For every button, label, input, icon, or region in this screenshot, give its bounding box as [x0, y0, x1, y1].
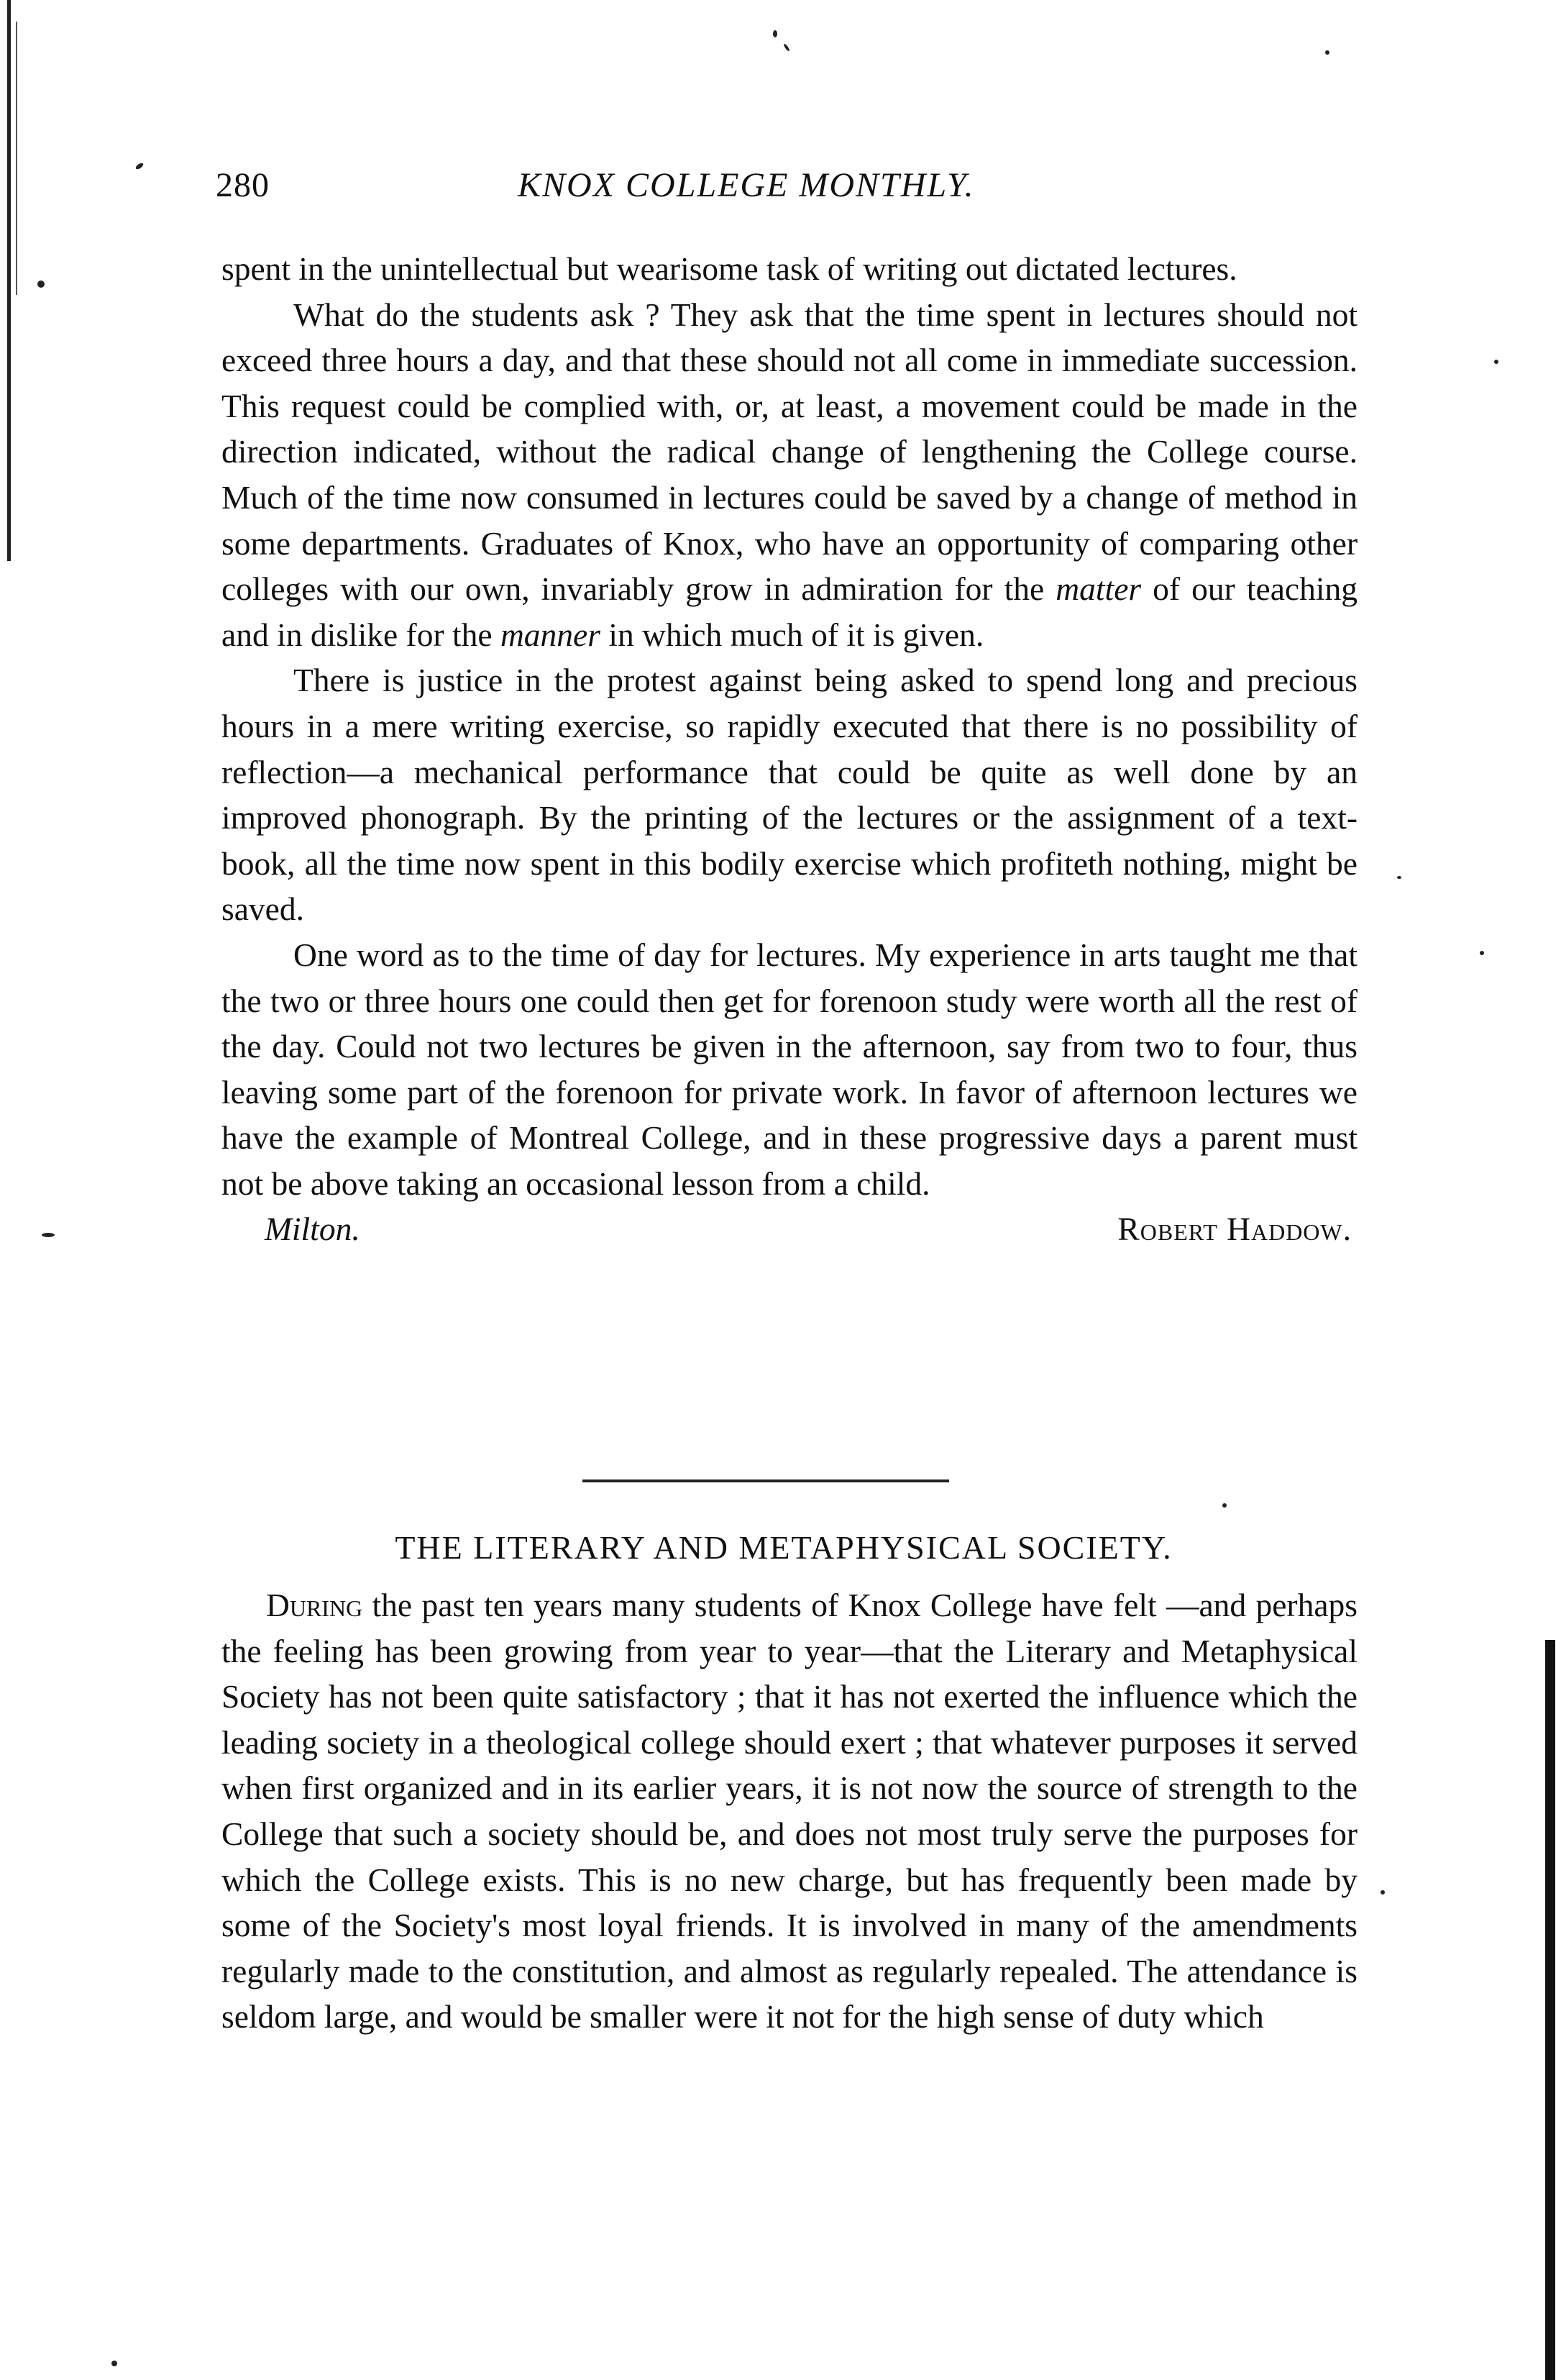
speck — [111, 2361, 117, 2366]
speck — [773, 30, 777, 37]
section-body — [221, 1582, 1358, 2040]
paragraph: One word as to the time of day for lectures. My experience in arts taught me that the two or three hours one could then get for forenoon study were worth all the rest of the day. Could not two lectures be given in the afternoon, say from two to four, thus leaving some part of the forenoon for private work. In favor of afternoon lectures we have the example of Montreal College, and in these progressive days a parent must not be above taking an occasional lesson from a child. — [221, 936, 1358, 1202]
speck — [1222, 1503, 1227, 1508]
section-heading: THE LITERARY AND METAPHYSICAL SOCIETY. — [395, 1529, 1173, 1566]
scan-edge-artifact-left-thin — [16, 22, 17, 295]
page-number: 280 — [216, 166, 270, 204]
paragraph-text: the past ten years many students of Knox College have felt —and perhaps the feeling has been growing from year to year—that the Literary and Metaphysical Society has not been quite satisfactory ; that it has not exerted the influence which the leading society in a theological college should exert ; that whatever purposes it served when first organized and in its earlier years, it is not now the source of strength to the College that such a society should be, and does not most truly serve the purposes for which the College exists. This is no new charge, but has frequently been made by some of the Society's most loyal friends. It is involved in many of the amendments regularly made to the constitution, and almost as regularly repealed. The attendance is seldom large, and would be smaller were it not for the high sense of duty which — [221, 1587, 1358, 2035]
speck — [1381, 1890, 1385, 1895]
scan-edge-artifact-right — [1545, 1640, 1555, 2380]
signature — [221, 1206, 1358, 1252]
article-body — [221, 246, 1358, 1252]
speck — [1325, 50, 1329, 55]
section-divider — [582, 1479, 949, 1482]
speck — [134, 162, 144, 170]
signature-author: Robert Haddow. — [1117, 1210, 1352, 1248]
running-title: KNOX COLLEGE MONTHLY. — [518, 166, 975, 204]
speck — [42, 1233, 55, 1237]
scan-edge-artifact-left — [7, 0, 11, 561]
signature-place: Milton. — [265, 1210, 360, 1248]
paragraph-text: in which much of it is given. — [600, 616, 984, 653]
emphasis-matter: matter — [1056, 570, 1142, 608]
speck — [1397, 876, 1401, 879]
speck — [1494, 360, 1498, 364]
page-header — [216, 165, 1352, 216]
emphasis-manner: manner — [500, 616, 600, 653]
paragraph — [221, 292, 1358, 658]
speck — [37, 281, 45, 288]
paragraph-continuation: spent in the unintellectual but wearisome task of writing out dictated lectures. — [221, 250, 1237, 287]
speck — [1480, 951, 1484, 955]
paragraph: There is justice in the protest against being asked to spend long and precious hours in a mere writing exercise, so rapidly executed that there is no possibility of reflection—a mechanical performance that could be quite as well done by an improved phonograph. By the printing of the lectures or the assignment of a text-book, all the time now spent in this bodily exercise which profiteth nothing, might be saved. — [221, 662, 1358, 928]
paragraph-text: of our teaching and in dislike for the — [221, 570, 1358, 653]
opening-word: During — [266, 1587, 363, 1623]
paragraph — [221, 1582, 1358, 2040]
paragraph-text: What do the students ask ? They ask that the time spent in lectures should not exceed three hours a day, and that these should not all come in immediate succession. This request could be complied with, or, at least, a movement could be made in the direction indicated, without the radical change of lengthening the College course. Much of the time now consumed in lectures could be saved by a change of method in some departments. Graduates of Knox, who have an opportunity of comparing other colleges with our own, invariably grow in admiration for the — [221, 296, 1358, 608]
speck — [783, 43, 790, 52]
